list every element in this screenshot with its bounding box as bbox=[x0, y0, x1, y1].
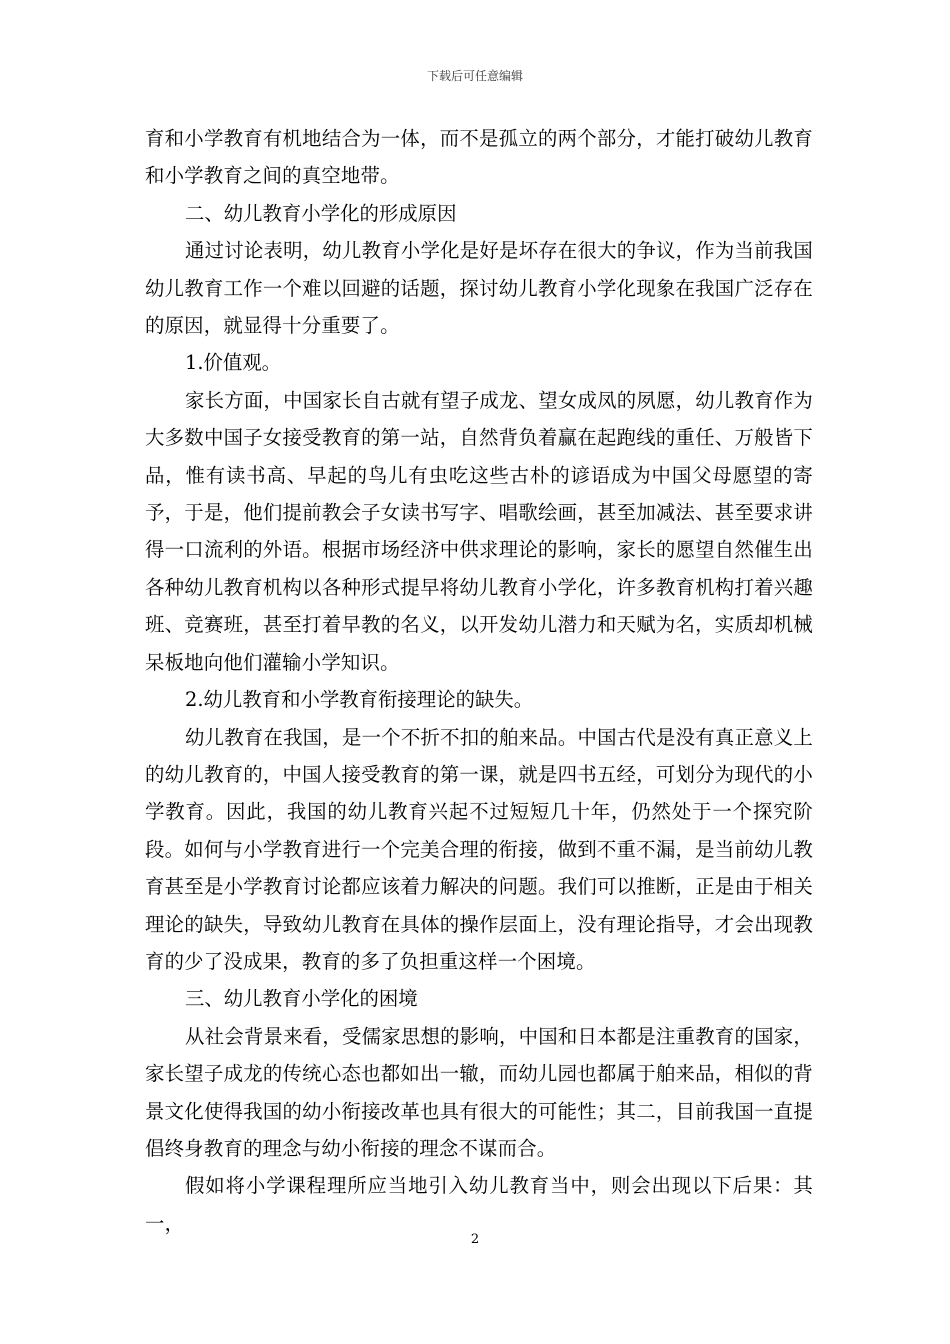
document-body bbox=[145, 120, 813, 1242]
paragraph: 假如将小学课程理所应当地引入幼儿教育当中，则会出现以下后果：其一， bbox=[145, 1174, 813, 1235]
page-number: 2 bbox=[470, 1232, 480, 1247]
subsection-heading-values: 1.价值观。 bbox=[185, 351, 282, 375]
page-header: 下载后可任意编辑 bbox=[426, 69, 523, 83]
paragraph: 通过讨论表明，幼儿教育小学化是好是坏存在很大的争议，作为当前我国幼儿教育工作一个难以回避的话题，探讨幼儿教育小学化现象在我国广泛存在的原因，就显得十分重要了。 bbox=[145, 239, 813, 338]
section-heading-3: 三、幼儿教育小学化的困境 bbox=[185, 987, 418, 1011]
paragraph-continuation: 育和小学教育有机地结合为一体，而不是孤立的两个部分，才能打破幼儿教育和小学教育之间的真空地带。 bbox=[145, 127, 813, 188]
section-heading-2: 二、幼儿教育小学化的形成原因 bbox=[185, 201, 457, 225]
paragraph: 家长方面，中国家长自古就有望子成龙、望女成凤的夙愿，幼儿教育作为大多数中国子女接受教育的第一站，自然背负着赢在起跑线的重任、万般皆下品，惟有读书高、早起的鸟儿有虫吃这些古朴的谚语成为中国父母愿望的寄予，于是，他们提前教会子女读书写字、唱歌绘画，甚至加减法、甚至要求讲得一口流利的外语。根据市场经济中供求理论的影响，家长的愿望自然催生出各种幼儿教育机构以各种形式提早将幼儿教育小学化，许多教育机构打着兴趣班、竞赛班，甚至打着早教的名义，以开发幼儿潜力和天赋为名，实质却机械呆板地向他们灌输小学知识。 bbox=[145, 388, 813, 674]
paragraph: 幼儿教育在我国，是一个不折不扣的舶来品。中国古代是没有真正意义上的幼儿教育的，中国人接受教育的第一课，就是四书五经，可划分为现代的小学教育。因此，我国的幼儿教育兴起不过短短几十年，仍然处于一个探究阶段。如何与小学教育进行一个完美合理的衔接，做到不重不漏，是当前幼儿教育甚至是小学教育讨论都应该着力解决的问题。我们可以推断，正是由于相关理论的缺失，导致幼儿教育在具体的操作层面上，没有理论指导，才会出现教育的少了没成果，教育的多了负担重这样一个困境。 bbox=[145, 725, 813, 973]
subsection-heading-theory-gap: 2.幼儿教育和小学教育衔接理论的缺失。 bbox=[185, 688, 534, 712]
paragraph: 从社会背景来看，受儒家思想的影响，中国和日本都是注重教育的国家，家长望子成龙的传统心态也都如出一辙，而幼儿园也都属于舶来品，相似的背景文化使得我国的幼小衔接改革也具有很大的可能性；其二，目前我国一直提倡终身教育的理念与幼小衔接的理念不谋而合。 bbox=[145, 1024, 813, 1160]
